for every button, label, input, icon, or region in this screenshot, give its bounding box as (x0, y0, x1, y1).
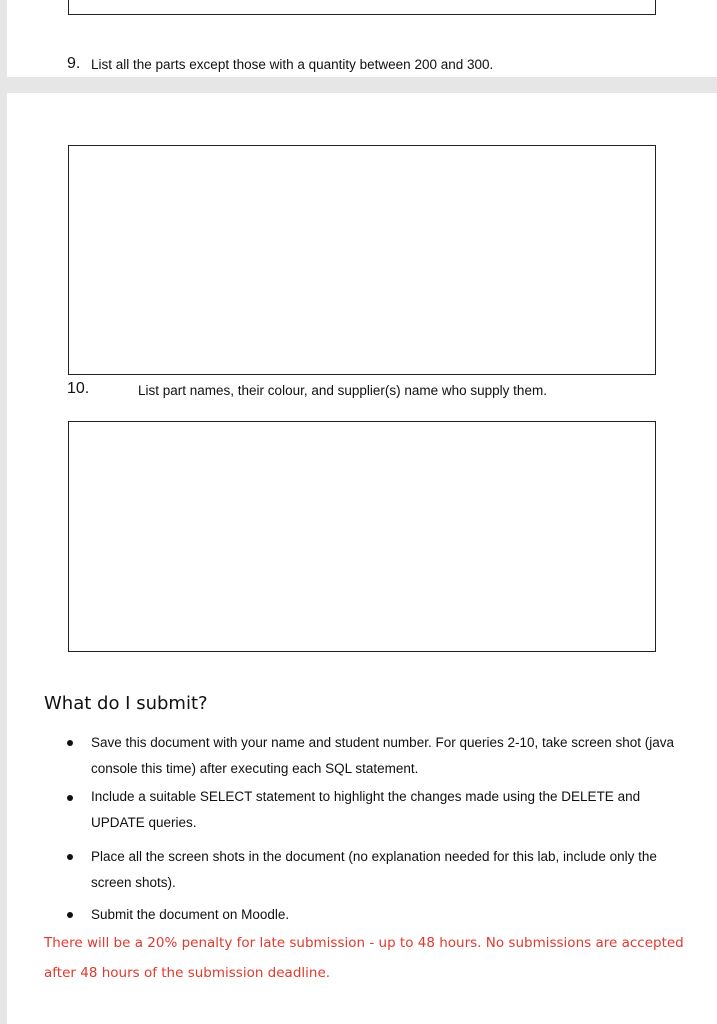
submit-heading: What do I submit? (44, 693, 208, 714)
bullet-icon (67, 740, 73, 746)
submit-bullet-4: Submit the document on Moodle. (91, 907, 290, 922)
bullet-icon (67, 854, 73, 860)
submit-bullet-1: Save this document with your name and student number. For queries 2-10, take screen shot (java console this time) after executing each SQL statement. (91, 735, 675, 776)
bullet-icon (67, 912, 73, 918)
document-page-1 (7, 0, 717, 77)
late-penalty-notice: There will be a 20% penalty for late submission - up to 48 hours. No submissions are accepted after 48 hours of the submission deadline. (44, 935, 684, 981)
question-9-text: List all the parts except those with a quantity between 200 and 300. (91, 57, 494, 72)
question-10-number: 10. (67, 380, 90, 397)
document-page-2 (7, 93, 717, 1024)
submit-bullet-2: Include a suitable SELECT statement to highlight the changes made using the DELETE and UPDATE queries. (91, 789, 641, 830)
answer-box-q9 (68, 145, 656, 375)
question-9-number: 9. (67, 55, 81, 72)
question-10-text: List part names, their colour, and supplier(s) name who supply them. (138, 383, 547, 398)
bullet-icon (67, 795, 73, 801)
answer-box-q10 (68, 421, 656, 652)
answer-box-q8 (68, 0, 656, 15)
submit-bullet-3: Place all the screen shots in the document (no explanation needed for this lab, include only the screen shots). (91, 849, 657, 890)
